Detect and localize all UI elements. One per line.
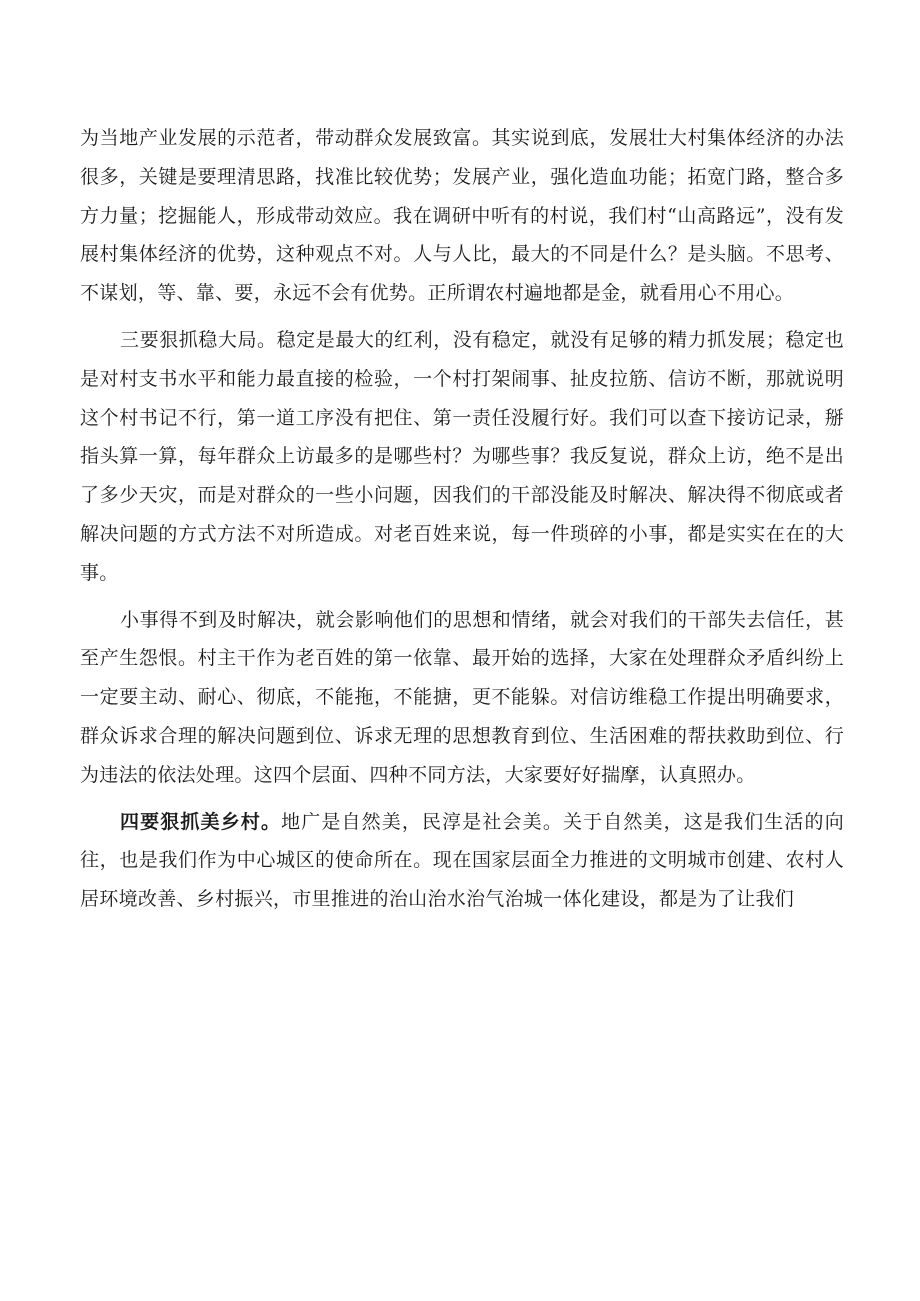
paragraph-2-text: 三要狠抓稳大局。稳定是最大的红利，没有稳定，就没有足够的精力抓发展；稳定也是对村支书水平和能力最直接的检验，一个村打架闹事、扯皮拉筋、信访不断，那就说明这个村书记不行，第一道工序没有把住、第一责任没履行好。我们可以查下接访记录，掰指头算一算，每年群众上访最多的是哪些村？为哪些事？我反复说，群众上访，绝不是出了多少天灾，而是对群众的一些小问题，因我们的干部没能及时解决、解决得不彻底或者解决问题的方式方法不对所造成。对老百姓来说，每一件琐碎的小事，都是实实在在的大事。 xyxy=(80,328,844,584)
paragraph-4-text: 地广是自然美，民淳是社会美。关于自然美，这是我们生活的向往，也是我们作为中心城区的使命所在。现在国家层面全力推进的文明城市创建、农村人居环境改善、乡村振兴，市里推进的治山治水治气治城一体化建设，都是为了让我们 xyxy=(80,810,844,911)
paragraph-3 xyxy=(80,601,844,795)
paragraph-3-text: 小事得不到及时解决，就会影响他们的思想和情绪，就会对我们的干部失去信任，甚至产生怨恨。村主干作为老百姓的第一依靠、最开始的选择，大家在处理群众矛盾纠纷上一定要主动、耐心、彻底，不能拖，不能搪，更不能躲。对信访维稳工作提出明确要求，群众诉求合理的解决问题到位、诉求无理的思想教育到位、生活困难的帮扶救助到位、行为违法的依法处理。这四个层面、四种不同方法，大家要好好揣摩，认真照办。 xyxy=(80,608,844,786)
paragraph-4 xyxy=(80,803,844,919)
paragraph-1-text: 为当地产业发展的示范者，带动群众发展致富。其实说到底，发展壮大村集体经济的办法很多，关键是要理清思路，找准比较优势；发展产业，强化造血功能；拓宽门路，整合多方力量；挖掘能人，形成带动效应。我在调研中听有的村说，我们村“山高路远”，没有发展村集体经济的优势，这种观点不对。人与人比，最大的不同是什么？是头脑。不思考、不谋划，等、靠、要，永远不会有优势。正所谓农村遍地都是金，就看用心不用心。 xyxy=(80,127,844,305)
paragraph-1 xyxy=(80,119,844,313)
paragraph-2 xyxy=(80,321,844,593)
document-body xyxy=(80,119,844,927)
paragraph-4-lead: 四要狠抓美乡村。 xyxy=(120,810,282,833)
